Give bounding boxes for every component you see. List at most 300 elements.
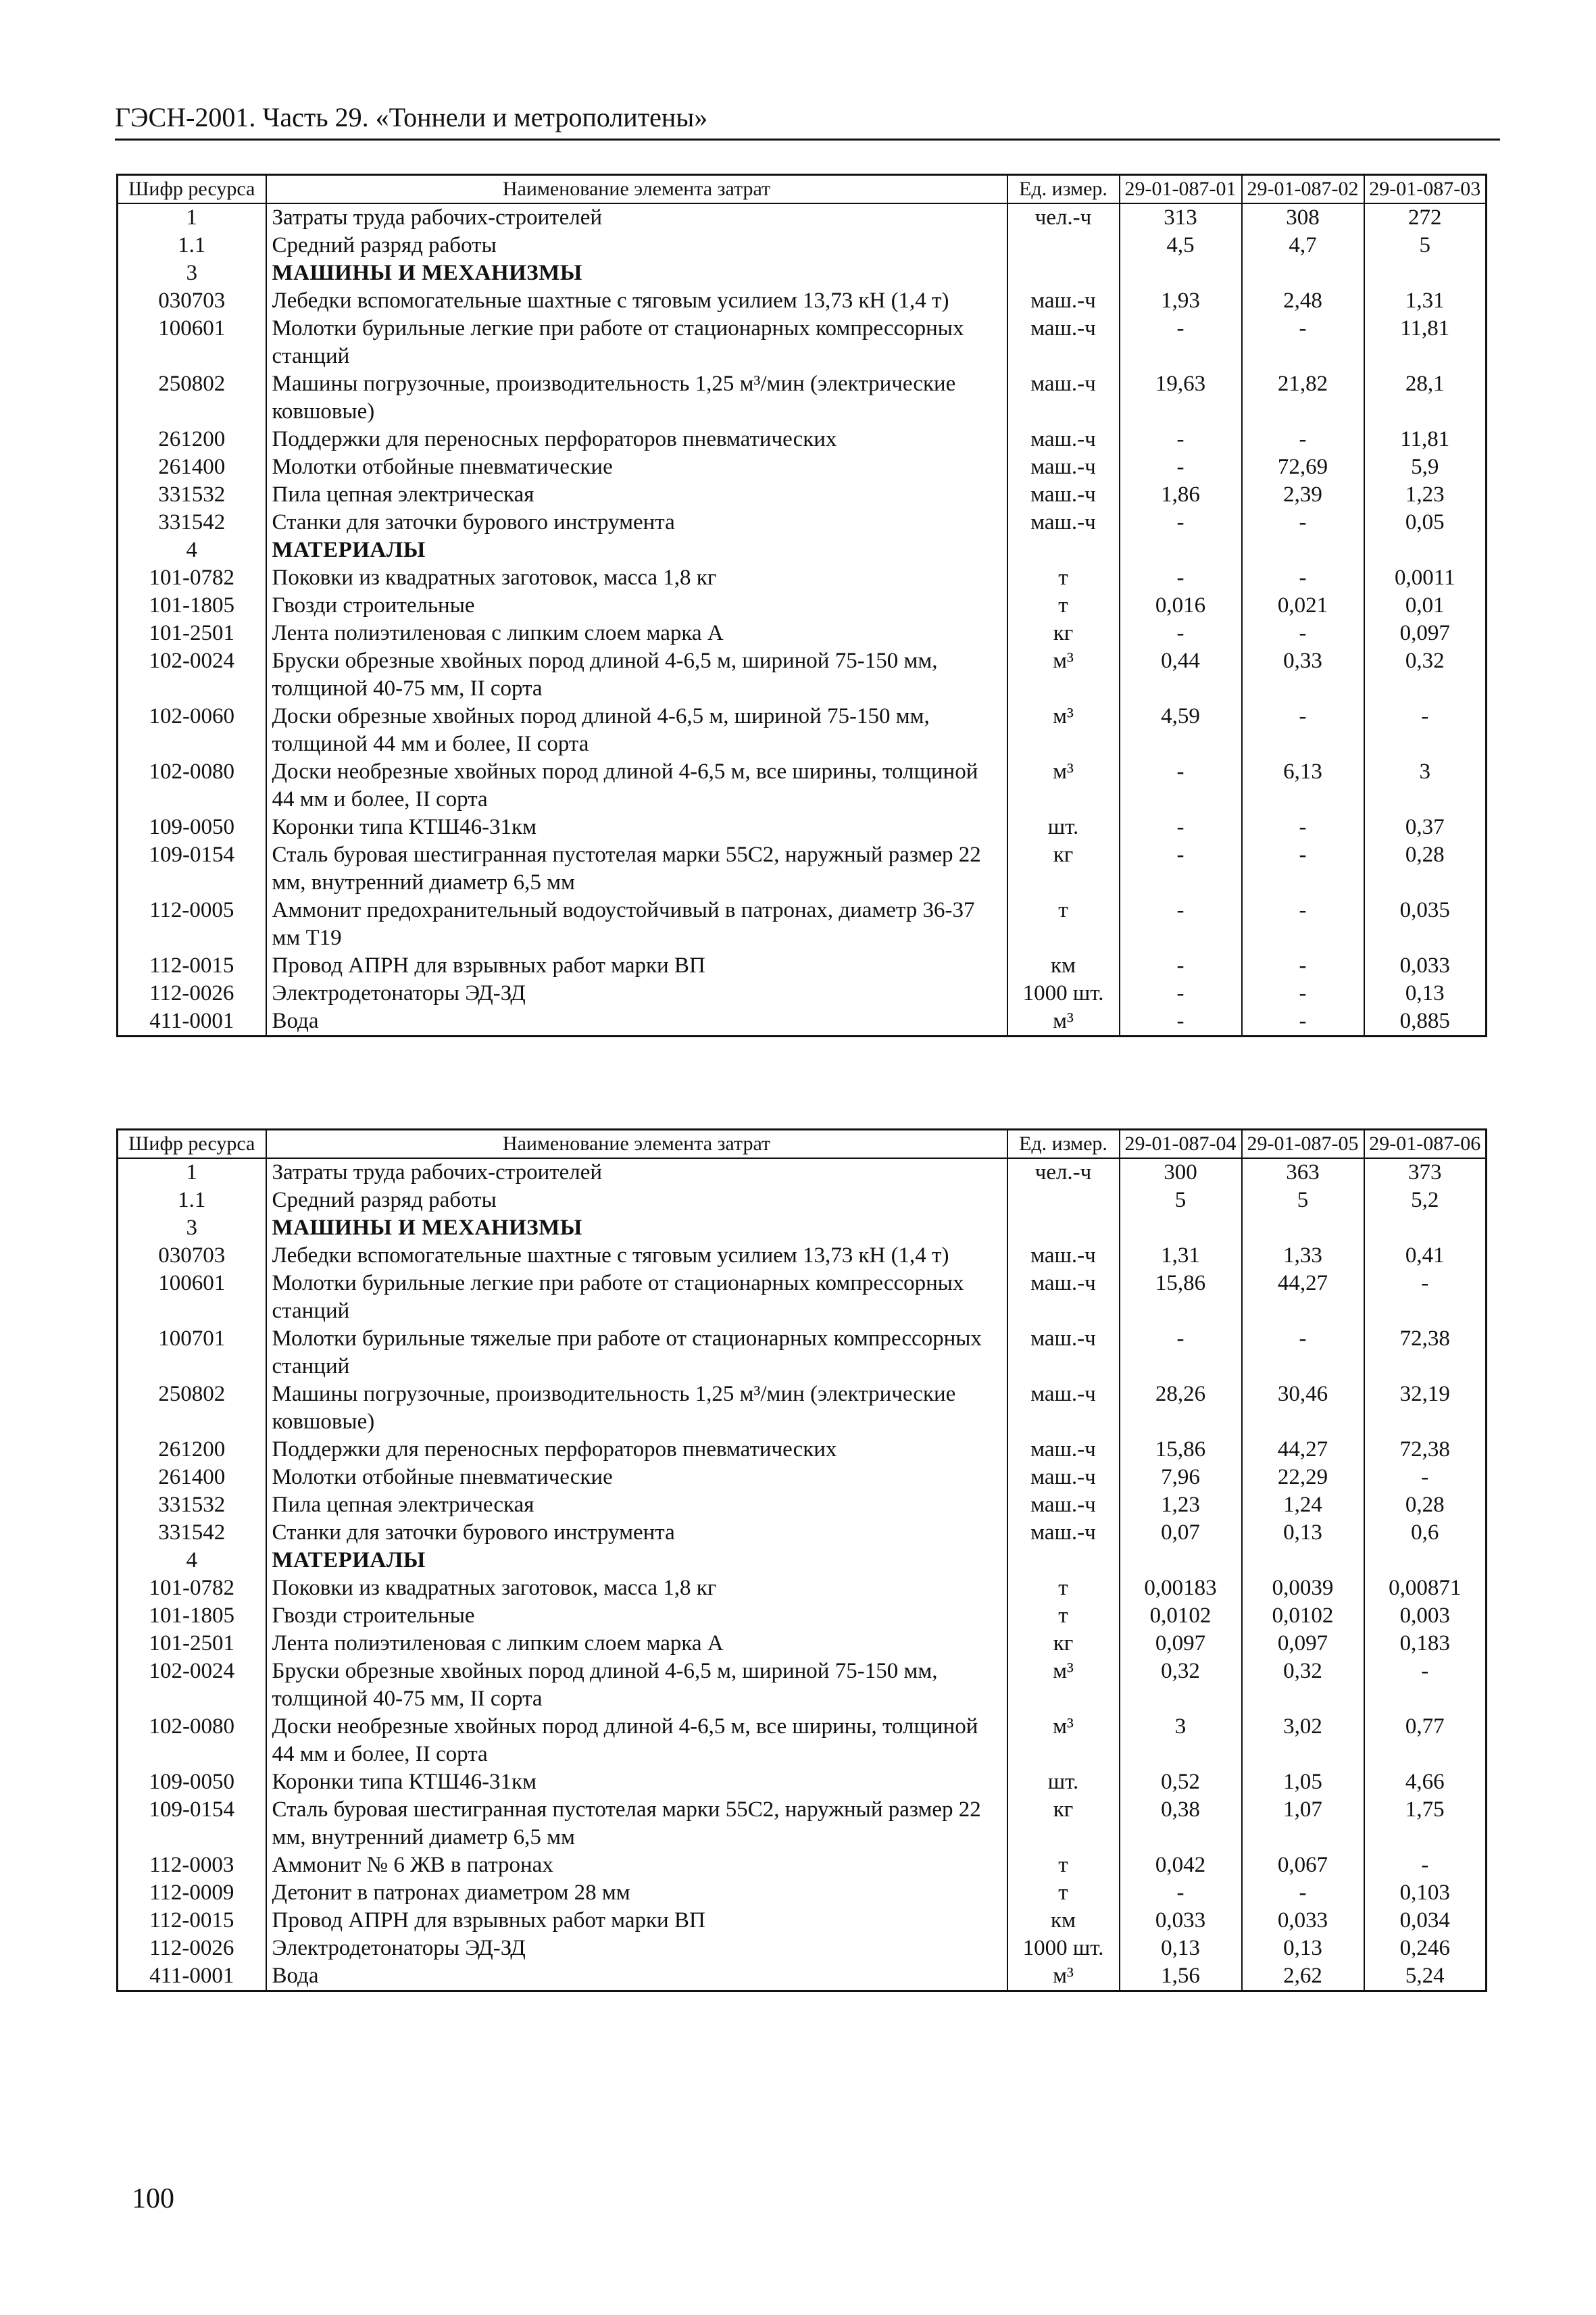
resource-code: 261400 <box>118 1464 266 1491</box>
unit-of-measure: маш.-ч <box>1007 1270 1120 1325</box>
header-unit: Ед. измер. <box>1007 1130 1120 1159</box>
norm-value: 11,81 <box>1364 426 1487 453</box>
unit-of-measure: маш.-ч <box>1007 1464 1120 1491</box>
resource-name: Лента полиэтиленовая с липким слоем марка А <box>266 620 1007 647</box>
norm-value: - <box>1120 980 1242 1007</box>
unit-of-measure: шт. <box>1007 814 1120 841</box>
table-row <box>118 1602 1487 1630</box>
resource-code: 030703 <box>118 1242 266 1270</box>
resource-name: Доски необрезные хвойных пород длиной 4-6,5 м, все ширины, толщиной 44 мм и более, II сорта <box>266 758 1007 814</box>
norm-value: - <box>1120 315 1242 370</box>
resource-name: Молотки бурильные легкие при работе от стационарных компрессорных станций <box>266 1270 1007 1325</box>
norm-value <box>1364 1547 1487 1574</box>
header-norm-code: 29-01-087-03 <box>1364 175 1487 204</box>
header-norm-code: 29-01-087-02 <box>1242 175 1364 204</box>
norm-value: 4,7 <box>1242 232 1364 259</box>
unit-of-measure: шт. <box>1007 1768 1120 1796</box>
resource-name: Коронки типа КТШ46-31км <box>266 1768 1007 1796</box>
resource-code: 112-0026 <box>118 980 266 1007</box>
norm-value: 272 <box>1364 203 1487 232</box>
norm-value: - <box>1242 1007 1364 1037</box>
norm-value: 7,96 <box>1120 1464 1242 1491</box>
norm-value: - <box>1242 897 1364 952</box>
table-row <box>118 1658 1487 1713</box>
header-code: Шифр ресурса <box>118 175 266 204</box>
table-row <box>118 203 1487 232</box>
resource-code: 331542 <box>118 509 266 537</box>
resource-name: Бруски обрезные хвойных пород длиной 4-6,5 м, шириной 75-150 мм, толщиной 40-75 мм, II сорта <box>266 647 1007 703</box>
resource-code: 331532 <box>118 481 266 509</box>
norm-value: - <box>1364 1658 1487 1713</box>
unit-of-measure: км <box>1007 952 1120 980</box>
norm-value: 3 <box>1364 758 1487 814</box>
table-row <box>118 841 1487 897</box>
norm-value: 0,016 <box>1120 592 1242 620</box>
norm-value: - <box>1120 952 1242 980</box>
table-header-row <box>118 175 1487 204</box>
resource-name: Вода <box>266 1007 1007 1037</box>
table-row <box>118 1630 1487 1658</box>
unit-of-measure: чел.-ч <box>1007 1158 1120 1187</box>
norm-value: 0,37 <box>1364 814 1487 841</box>
table-row <box>118 1007 1487 1037</box>
resource-code: 261400 <box>118 453 266 481</box>
norm-value <box>1242 1547 1364 1574</box>
norm-value: 0,067 <box>1242 1851 1364 1879</box>
table-row <box>118 1380 1487 1436</box>
resource-name: Лента полиэтиленовая с липким слоем марка А <box>266 1630 1007 1658</box>
unit-of-measure: кг <box>1007 841 1120 897</box>
resource-code: 112-0026 <box>118 1935 266 1962</box>
resource-code: 1 <box>118 1158 266 1187</box>
unit-of-measure: т <box>1007 897 1120 952</box>
norm-value: 0,034 <box>1364 1907 1487 1935</box>
norm-value: 0,77 <box>1364 1713 1487 1768</box>
norm-value: 11,81 <box>1364 315 1487 370</box>
resource-code: 102-0080 <box>118 758 266 814</box>
norm-value: 72,38 <box>1364 1325 1487 1380</box>
table-row <box>118 453 1487 481</box>
table-row <box>118 1907 1487 1935</box>
resource-name: Электродетонаторы ЭД-ЗД <box>266 980 1007 1007</box>
norm-value: 2,39 <box>1242 481 1364 509</box>
norm-value: 0,0102 <box>1120 1602 1242 1630</box>
norm-value: 44,27 <box>1242 1270 1364 1325</box>
table-row <box>118 1158 1487 1187</box>
norm-value: 0,41 <box>1364 1242 1487 1270</box>
table-row <box>118 952 1487 980</box>
norm-value <box>1364 259 1487 287</box>
norm-value: - <box>1242 841 1364 897</box>
table-row <box>118 1851 1487 1879</box>
unit-of-measure <box>1007 1214 1120 1242</box>
unit-of-measure: м³ <box>1007 703 1120 758</box>
norm-value: 0,33 <box>1242 647 1364 703</box>
norm-value: - <box>1242 952 1364 980</box>
norm-value <box>1242 259 1364 287</box>
norm-value: 0,097 <box>1364 620 1487 647</box>
norm-value: 0,0039 <box>1242 1574 1364 1602</box>
table-row <box>118 509 1487 537</box>
norm-value: 0,6 <box>1364 1519 1487 1547</box>
norm-value: 0,097 <box>1242 1630 1364 1658</box>
resource-code: 109-0050 <box>118 1768 266 1796</box>
resource-name: Средний разряд работы <box>266 232 1007 259</box>
norm-value: - <box>1242 814 1364 841</box>
norm-value: 19,63 <box>1120 370 1242 426</box>
norm-value: - <box>1120 453 1242 481</box>
norm-value: 1,24 <box>1242 1491 1364 1519</box>
resource-name: Пила цепная электрическая <box>266 481 1007 509</box>
table-row <box>118 758 1487 814</box>
norm-value: 0,44 <box>1120 647 1242 703</box>
unit-of-measure: т <box>1007 564 1120 592</box>
norm-value <box>1364 537 1487 564</box>
resource-name: Молотки отбойные пневматические <box>266 453 1007 481</box>
resource-code: 4 <box>118 1547 266 1574</box>
resource-name: Пила цепная электрическая <box>266 1491 1007 1519</box>
unit-of-measure <box>1007 537 1120 564</box>
norm-value: 1,75 <box>1364 1796 1487 1851</box>
table-row <box>118 980 1487 1007</box>
norm-value <box>1242 1214 1364 1242</box>
norm-value: 0,32 <box>1364 647 1487 703</box>
resource-name: Провод АПРН для взрывных работ марки ВП <box>266 1907 1007 1935</box>
norm-value: - <box>1120 814 1242 841</box>
norm-value: 0,13 <box>1120 1935 1242 1962</box>
resource-name: Молотки бурильные легкие при работе от стационарных компрессорных станций <box>266 315 1007 370</box>
resource-code: 250802 <box>118 370 266 426</box>
table-row <box>118 897 1487 952</box>
norm-value: 0,52 <box>1120 1768 1242 1796</box>
unit-of-measure: м³ <box>1007 1962 1120 1991</box>
norm-value: 6,13 <box>1242 758 1364 814</box>
norm-value: 44,27 <box>1242 1436 1364 1464</box>
norm-value: 0,38 <box>1120 1796 1242 1851</box>
resource-code: 112-0005 <box>118 897 266 952</box>
unit-of-measure <box>1007 1547 1120 1574</box>
norm-value: 3 <box>1120 1713 1242 1768</box>
norm-value <box>1120 259 1242 287</box>
norm-value <box>1364 1214 1487 1242</box>
norm-value: - <box>1242 1879 1364 1907</box>
norm-value: 0,32 <box>1120 1658 1242 1713</box>
resource-name: Молотки бурильные тяжелые при работе от стационарных компрессорных станций <box>266 1325 1007 1380</box>
running-header: ГЭСН-2001. Часть 29. «Тоннели и метрополитены» <box>115 101 1500 141</box>
norm-value: 1,93 <box>1120 287 1242 315</box>
norm-value: - <box>1120 1325 1242 1380</box>
resource-name: Станки для заточки бурового инструмента <box>266 1519 1007 1547</box>
unit-of-measure: маш.-ч <box>1007 1325 1120 1380</box>
table-row <box>118 647 1487 703</box>
resource-code: 102-0060 <box>118 703 266 758</box>
resource-table-1 <box>116 174 1487 1037</box>
header-name: Наименование элемента затрат <box>266 1130 1007 1159</box>
norm-value: - <box>1120 758 1242 814</box>
unit-of-measure: 1000 шт. <box>1007 1935 1120 1962</box>
section-row <box>118 1547 1487 1574</box>
table-row <box>118 1879 1487 1907</box>
norm-value: 5,24 <box>1364 1962 1487 1991</box>
unit-of-measure: т <box>1007 592 1120 620</box>
norm-value: - <box>1242 509 1364 537</box>
unit-of-measure: маш.-ч <box>1007 315 1120 370</box>
resource-code: 3 <box>118 1214 266 1242</box>
resource-code: 102-0024 <box>118 1658 266 1713</box>
table-row <box>118 1270 1487 1325</box>
resource-name: Машины погрузочные, производительность 1,25 м³/мин (электрические ковшовые) <box>266 1380 1007 1436</box>
section-row <box>118 1214 1487 1242</box>
header-norm-code: 29-01-087-06 <box>1364 1130 1487 1159</box>
unit-of-measure <box>1007 1187 1120 1214</box>
norm-value: 0,021 <box>1242 592 1364 620</box>
table-row <box>118 814 1487 841</box>
resource-name: Поддержки для переносных перфораторов пневматических <box>266 1436 1007 1464</box>
resource-code: 109-0050 <box>118 814 266 841</box>
resource-code: 101-1805 <box>118 592 266 620</box>
norm-value: 0,28 <box>1364 1491 1487 1519</box>
norm-value: 1,23 <box>1120 1491 1242 1519</box>
norm-value: 0,13 <box>1364 980 1487 1007</box>
table-row <box>118 370 1487 426</box>
unit-of-measure: чел.-ч <box>1007 203 1120 232</box>
norm-value: 0,885 <box>1364 1007 1487 1037</box>
unit-of-measure: маш.-ч <box>1007 370 1120 426</box>
norm-value: - <box>1120 897 1242 952</box>
header-unit: Ед. измер. <box>1007 175 1120 204</box>
norm-value: 21,82 <box>1242 370 1364 426</box>
norm-value: - <box>1364 1851 1487 1879</box>
header-code: Шифр ресурса <box>118 1130 266 1159</box>
unit-of-measure: маш.-ч <box>1007 453 1120 481</box>
unit-of-measure: маш.-ч <box>1007 1380 1120 1436</box>
resource-name: МАШИНЫ И МЕХАНИЗМЫ <box>266 1214 1007 1242</box>
resource-name: Провод АПРН для взрывных работ марки ВП <box>266 952 1007 980</box>
table-body <box>118 1158 1487 1991</box>
norm-value: - <box>1364 703 1487 758</box>
resource-name: Лебедки вспомогательные шахтные с тяговым усилием 13,73 кН (1,4 т) <box>266 287 1007 315</box>
resource-name: Гвозди строительные <box>266 1602 1007 1630</box>
norm-value: - <box>1120 509 1242 537</box>
header-norm-code: 29-01-087-04 <box>1120 1130 1242 1159</box>
table-row <box>118 564 1487 592</box>
unit-of-measure: маш.-ч <box>1007 426 1120 453</box>
resource-code: 1.1 <box>118 232 266 259</box>
section-row <box>118 259 1487 287</box>
resource-name: Доски обрезные хвойных пород длиной 4-6,5 м, шириной 75-150 мм, толщиной 44 мм и более, II сорта <box>266 703 1007 758</box>
unit-of-measure: кг <box>1007 1796 1120 1851</box>
norm-value: 2,48 <box>1242 287 1364 315</box>
norm-value: 30,46 <box>1242 1380 1364 1436</box>
resource-code: 250802 <box>118 1380 266 1436</box>
table-row <box>118 1242 1487 1270</box>
norm-value: - <box>1242 1325 1364 1380</box>
norm-value: 2,62 <box>1242 1962 1364 1991</box>
norm-value: 3,02 <box>1242 1713 1364 1768</box>
table-row <box>118 1935 1487 1962</box>
norm-value: 0,05 <box>1364 509 1487 537</box>
unit-of-measure: маш.-ч <box>1007 481 1120 509</box>
norm-value: 0,103 <box>1364 1879 1487 1907</box>
resource-name: МАШИНЫ И МЕХАНИЗМЫ <box>266 259 1007 287</box>
norm-value: - <box>1242 426 1364 453</box>
norm-value: 0,01 <box>1364 592 1487 620</box>
norm-value: 5,2 <box>1364 1187 1487 1214</box>
unit-of-measure <box>1007 232 1120 259</box>
norm-value: - <box>1242 980 1364 1007</box>
resource-code: 261200 <box>118 1436 266 1464</box>
resource-name: Лебедки вспомогательные шахтные с тяговым усилием 13,73 кН (1,4 т) <box>266 1242 1007 1270</box>
norm-value: 15,86 <box>1120 1436 1242 1464</box>
resource-code: 112-0015 <box>118 1907 266 1935</box>
norm-value: 0,00183 <box>1120 1574 1242 1602</box>
resource-code: 100601 <box>118 315 266 370</box>
norm-value: - <box>1242 703 1364 758</box>
resource-code: 100701 <box>118 1325 266 1380</box>
norm-value: 1,05 <box>1242 1768 1364 1796</box>
table-row <box>118 481 1487 509</box>
norm-value: - <box>1242 315 1364 370</box>
resource-name: Поковки из квадратных заготовок, масса 1,8 кг <box>266 564 1007 592</box>
resource-code: 101-2501 <box>118 620 266 647</box>
norm-value: 313 <box>1120 203 1242 232</box>
norm-value: 0,32 <box>1242 1658 1364 1713</box>
resource-name: Машины погрузочные, производительность 1,25 м³/мин (электрические ковшовые) <box>266 370 1007 426</box>
table-row <box>118 1325 1487 1380</box>
resource-name: Сталь буровая шестигранная пустотелая марки 55С2, наружный размер 22 мм, внутренний диаметр 6,5 мм <box>266 1796 1007 1851</box>
unit-of-measure: м³ <box>1007 1713 1120 1768</box>
norm-value: 4,5 <box>1120 232 1242 259</box>
table-row <box>118 1962 1487 1991</box>
norm-value: 1,31 <box>1364 287 1487 315</box>
resource-name: Сталь буровая шестигранная пустотелая марки 55С2, наружный размер 22 мм, внутренний диаметр 6,5 мм <box>266 841 1007 897</box>
norm-value: - <box>1242 564 1364 592</box>
norm-value: 373 <box>1364 1158 1487 1187</box>
norm-value: 4,66 <box>1364 1768 1487 1796</box>
unit-of-measure: маш.-ч <box>1007 1519 1120 1547</box>
header-name: Наименование элемента затрат <box>266 175 1007 204</box>
norm-value: 0,003 <box>1364 1602 1487 1630</box>
norm-value: 0,183 <box>1364 1630 1487 1658</box>
resource-code: 112-0015 <box>118 952 266 980</box>
norm-value: 363 <box>1242 1158 1364 1187</box>
norm-value: 0,07 <box>1120 1519 1242 1547</box>
norm-value: 28,26 <box>1120 1380 1242 1436</box>
norm-value <box>1120 1214 1242 1242</box>
norm-value: 1,31 <box>1120 1242 1242 1270</box>
norm-value: 0,035 <box>1364 897 1487 952</box>
unit-of-measure: маш.-ч <box>1007 1242 1120 1270</box>
table-row <box>118 426 1487 453</box>
resource-name: МАТЕРИАЛЫ <box>266 537 1007 564</box>
unit-of-measure: м³ <box>1007 1007 1120 1037</box>
norm-value: 0,28 <box>1364 841 1487 897</box>
table-row <box>118 232 1487 259</box>
resource-code: 411-0001 <box>118 1007 266 1037</box>
table-row <box>118 1187 1487 1214</box>
table-row <box>118 1464 1487 1491</box>
resource-name: Бруски обрезные хвойных пород длиной 4-6,5 м, шириной 75-150 мм, толщиной 40-75 мм, II сорта <box>266 1658 1007 1713</box>
unit-of-measure: м³ <box>1007 758 1120 814</box>
unit-of-measure: маш.-ч <box>1007 1436 1120 1464</box>
norm-value: 15,86 <box>1120 1270 1242 1325</box>
unit-of-measure: маш.-ч <box>1007 1491 1120 1519</box>
norm-value: 1,33 <box>1242 1242 1364 1270</box>
resource-code: 331542 <box>118 1519 266 1547</box>
norm-value: 5 <box>1120 1187 1242 1214</box>
norm-value: 0,042 <box>1120 1851 1242 1879</box>
table-row <box>118 1519 1487 1547</box>
table-row <box>118 592 1487 620</box>
resource-name: Поковки из квадратных заготовок, масса 1,8 кг <box>266 1574 1007 1602</box>
norm-value: 0,033 <box>1120 1907 1242 1935</box>
resource-code: 3 <box>118 259 266 287</box>
resource-name: Средний разряд работы <box>266 1187 1007 1214</box>
table-row <box>118 1491 1487 1519</box>
unit-of-measure: т <box>1007 1574 1120 1602</box>
resource-code: 101-0782 <box>118 1574 266 1602</box>
resource-code: 030703 <box>118 287 266 315</box>
resource-code: 101-2501 <box>118 1630 266 1658</box>
norm-value: 72,38 <box>1364 1436 1487 1464</box>
resource-name: Коронки типа КТШ46-31км <box>266 814 1007 841</box>
resource-code: 102-0024 <box>118 647 266 703</box>
norm-value: 0,033 <box>1242 1907 1364 1935</box>
norm-value <box>1242 537 1364 564</box>
resource-code: 1.1 <box>118 1187 266 1214</box>
table-row <box>118 1436 1487 1464</box>
unit-of-measure: м³ <box>1007 647 1120 703</box>
resource-code: 331532 <box>118 1491 266 1519</box>
norm-value: 5,9 <box>1364 453 1487 481</box>
table-row <box>118 1713 1487 1768</box>
unit-of-measure: кг <box>1007 620 1120 647</box>
table-row <box>118 703 1487 758</box>
unit-of-measure: 1000 шт. <box>1007 980 1120 1007</box>
table-row <box>118 1768 1487 1796</box>
header-norm-code: 29-01-087-05 <box>1242 1130 1364 1159</box>
unit-of-measure: маш.-ч <box>1007 509 1120 537</box>
unit-of-measure: т <box>1007 1602 1120 1630</box>
norm-value: 0,097 <box>1120 1630 1242 1658</box>
norm-value: 0,13 <box>1242 1519 1364 1547</box>
norm-value <box>1120 1547 1242 1574</box>
resource-table-2 <box>116 1128 1487 1992</box>
resource-name: Доски необрезные хвойных пород длиной 4-6,5 м, все ширины, толщиной 44 мм и более, II сорта <box>266 1713 1007 1768</box>
resource-name: Затраты труда рабочих-строителей <box>266 1158 1007 1187</box>
resource-code: 411-0001 <box>118 1962 266 1991</box>
resource-code: 1 <box>118 203 266 232</box>
resource-code: 4 <box>118 537 266 564</box>
norm-value: - <box>1120 841 1242 897</box>
section-row <box>118 537 1487 564</box>
unit-of-measure: км <box>1007 1907 1120 1935</box>
resource-code: 101-0782 <box>118 564 266 592</box>
table-row <box>118 315 1487 370</box>
table-body <box>118 203 1487 1037</box>
table-row <box>118 1574 1487 1602</box>
resource-code: 112-0009 <box>118 1879 266 1907</box>
norm-value: - <box>1120 620 1242 647</box>
norm-value: 308 <box>1242 203 1364 232</box>
resource-name: Детонит в патронах диаметром 28 мм <box>266 1879 1007 1907</box>
norm-value: 32,19 <box>1364 1380 1487 1436</box>
unit-of-measure <box>1007 259 1120 287</box>
unit-of-measure: т <box>1007 1851 1120 1879</box>
norm-value: 4,59 <box>1120 703 1242 758</box>
resource-code: 109-0154 <box>118 1796 266 1851</box>
norm-value: - <box>1364 1270 1487 1325</box>
